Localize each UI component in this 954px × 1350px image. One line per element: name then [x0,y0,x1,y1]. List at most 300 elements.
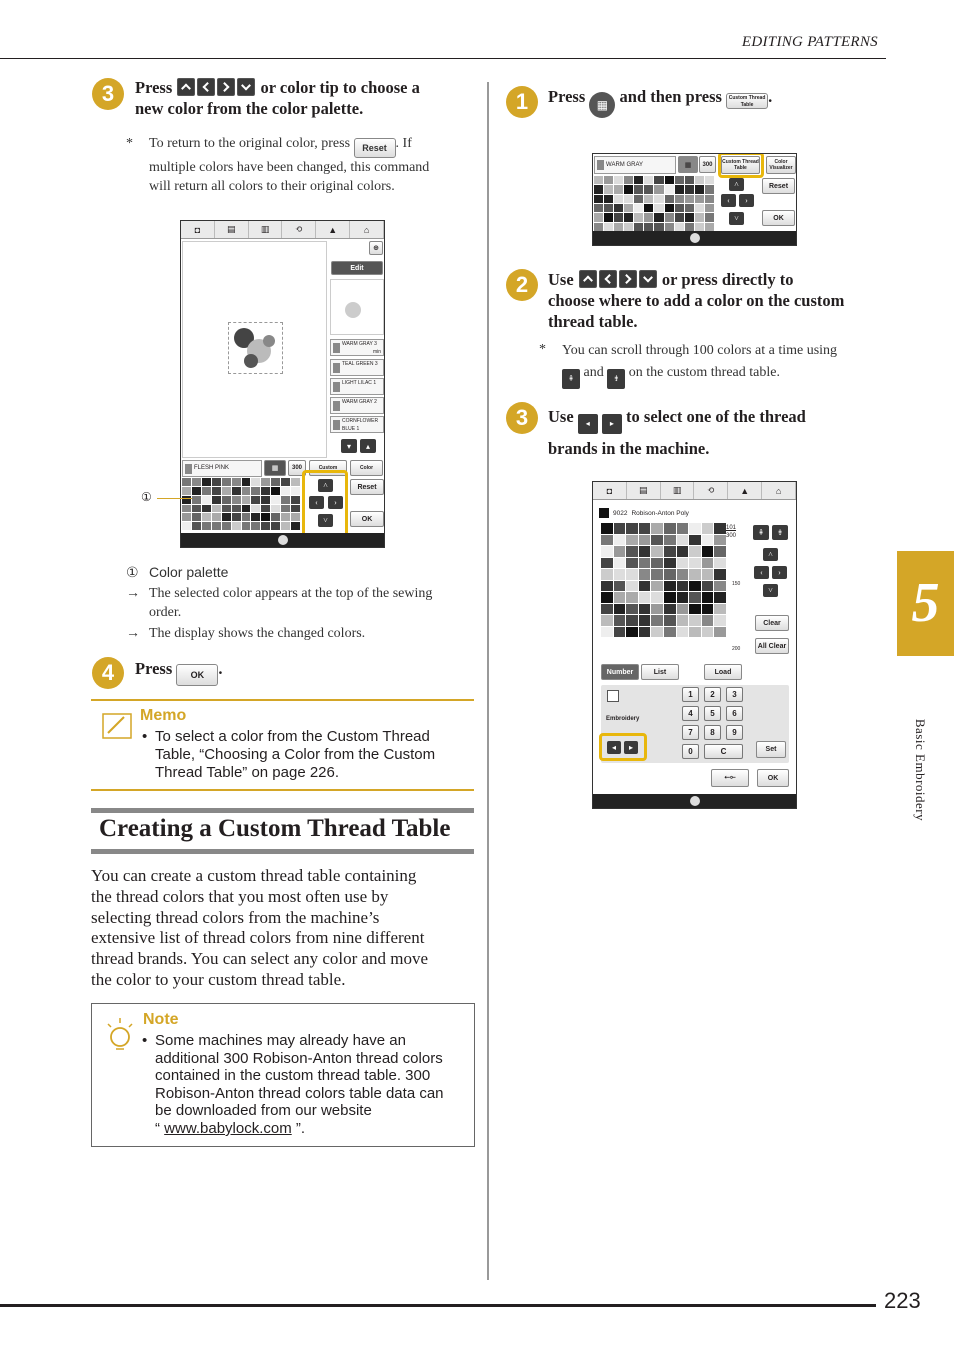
palette-swatch[interactable] [182,522,191,530]
palette-swatch[interactable] [261,513,270,521]
key-2[interactable]: 2 [704,687,721,702]
palette-swatch[interactable] [626,627,638,638]
palette-swatch[interactable] [626,604,638,615]
palette-swatch[interactable] [594,223,603,231]
palette-swatch[interactable] [634,223,643,231]
palette-swatch[interactable] [251,513,260,521]
palette-swatch[interactable] [639,535,651,546]
palette-swatch[interactable] [685,176,694,184]
palette-swatch[interactable] [271,505,280,513]
palette-swatch[interactable] [664,546,676,557]
palette-swatch[interactable] [624,176,633,184]
palette-swatch[interactable] [261,496,270,504]
palette-swatch[interactable] [685,195,694,203]
palette-swatch[interactable] [702,615,714,626]
palette-swatch[interactable] [665,213,674,221]
palette-swatch[interactable] [594,195,603,203]
palette-swatch[interactable] [291,513,300,521]
palette-swatch[interactable] [626,581,638,592]
palette-swatch[interactable] [654,195,663,203]
palette-swatch[interactable] [614,569,626,580]
palette-swatch[interactable] [271,478,280,486]
palette-swatch[interactable] [644,213,653,221]
palette-swatch[interactable] [271,487,280,495]
palette-swatch[interactable] [604,195,613,203]
palette-swatch[interactable] [714,523,726,534]
screen2-custom-table-button[interactable]: Custom Thread Table [721,156,760,174]
edit-button[interactable]: Edit [331,261,383,275]
palette-swatch[interactable] [714,546,726,557]
palette-swatch[interactable] [634,195,643,203]
palette-swatch[interactable] [695,195,704,203]
palette-swatch[interactable] [212,487,221,495]
palette-swatch[interactable] [695,176,704,184]
palette-swatch[interactable] [677,546,689,557]
palette-swatch[interactable] [654,176,663,184]
palette-right-icon[interactable]: › [328,496,343,509]
palette-swatch[interactable] [614,176,623,184]
palette-swatch[interactable] [639,581,651,592]
palette-swatch[interactable] [689,546,701,557]
palette-left-icon[interactable]: ‹ [309,496,324,509]
palette-swatch[interactable] [714,627,726,638]
palette-swatch[interactable] [242,478,251,486]
palette-swatch[interactable] [291,478,300,486]
palette-swatch[interactable] [222,487,231,495]
all-clear-button[interactable]: All Clear [755,638,789,654]
palette-swatch[interactable] [714,615,726,626]
key-8[interactable]: 8 [704,725,721,740]
palette-swatch[interactable] [624,204,633,212]
thread-item-3[interactable] [330,378,384,395]
palette-swatch[interactable] [202,522,211,530]
palette-swatch[interactable] [664,523,676,534]
usb-icon[interactable]: ⭠⟜ [711,769,749,787]
palette-swatch[interactable] [601,581,613,592]
screen3-page-up-icon[interactable]: ⇞ [753,525,769,540]
palette-swatch[interactable] [664,627,676,638]
palette-swatch[interactable] [651,604,663,615]
palette-swatch[interactable] [689,535,701,546]
palette-swatch[interactable] [664,569,676,580]
palette-swatch[interactable] [677,627,689,638]
palette-swatch[interactable] [644,223,653,231]
palette-swatch[interactable] [291,522,300,530]
palette-swatch[interactable] [242,496,251,504]
palette-swatch[interactable] [705,176,714,184]
palette-swatch[interactable] [281,522,290,530]
palette-swatch[interactable] [182,487,191,495]
screen2-up-icon[interactable]: ˄ [729,178,744,191]
palette-swatch[interactable] [677,581,689,592]
thread-item-2[interactable] [330,359,384,376]
palette-swatch[interactable] [182,496,191,504]
palette-swatch[interactable] [242,513,251,521]
palette-swatch[interactable] [594,176,603,184]
palette-swatch[interactable] [705,195,714,203]
palette-swatch[interactable] [702,581,714,592]
palette-swatch[interactable] [689,558,701,569]
palette-swatch[interactable] [604,213,613,221]
palette-swatch[interactable] [675,195,684,203]
palette-swatch[interactable] [212,513,221,521]
screen2-reset-button[interactable]: Reset [762,178,795,194]
palette-swatch[interactable] [639,523,651,534]
palette-swatch[interactable] [202,478,211,486]
palette-swatch[interactable] [644,195,653,203]
palette-swatch[interactable] [281,505,290,513]
palette-swatch[interactable] [251,487,260,495]
palette-swatch[interactable] [685,185,694,193]
palette-swatch[interactable] [651,523,663,534]
palette-swatch[interactable] [644,176,653,184]
tab-number[interactable]: Number [601,664,639,680]
palette-swatch[interactable] [232,487,241,495]
palette-swatch[interactable] [651,535,663,546]
palette-swatch[interactable] [614,615,626,626]
palette-swatch[interactable] [634,204,643,212]
palette-swatch[interactable] [685,223,694,231]
palette-swatch[interactable] [232,478,241,486]
palette-swatch[interactable] [702,523,714,534]
palette-swatch[interactable] [654,204,663,212]
palette-swatch[interactable] [614,213,623,221]
palette-swatch[interactable] [601,615,613,626]
palette-swatch[interactable] [714,569,726,580]
scroll-down-icon[interactable]: ▾ [341,439,357,453]
palette-swatch[interactable] [695,204,704,212]
palette-swatch[interactable] [714,604,726,615]
palette-swatch[interactable] [664,581,676,592]
website-link[interactable]: www.babylock.com [164,1119,292,1137]
palette-swatch[interactable] [639,592,651,603]
palette-swatch[interactable] [281,513,290,521]
palette-swatch[interactable] [271,513,280,521]
palette-swatch[interactable] [614,558,626,569]
palette-swatch[interactable] [291,496,300,504]
palette-swatch[interactable] [222,522,231,530]
palette-swatch[interactable] [665,223,674,231]
palette-swatch[interactable] [614,195,623,203]
palette-swatch[interactable] [695,185,704,193]
palette-swatch[interactable] [604,223,613,231]
palette-swatch[interactable] [614,592,626,603]
palette-swatch[interactable] [677,615,689,626]
palette-swatch[interactable] [702,546,714,557]
palette-swatch[interactable] [639,569,651,580]
palette-swatch[interactable] [651,581,663,592]
palette-swatch[interactable] [651,569,663,580]
palette-swatch[interactable] [594,204,603,212]
key-1[interactable]: 1 [682,687,699,702]
screen3-left-icon[interactable]: ‹ [754,566,769,579]
palette-swatch[interactable] [626,592,638,603]
palette-swatch[interactable] [601,523,613,534]
screen2-number-label[interactable]: 300 [699,156,716,173]
palette-swatch[interactable] [626,615,638,626]
palette-swatch[interactable] [242,522,251,530]
palette-swatch[interactable] [685,213,694,221]
palette-swatch[interactable] [626,546,638,557]
palette-swatch[interactable] [639,558,651,569]
palette-swatch[interactable] [192,505,201,513]
palette-swatch[interactable] [614,535,626,546]
palette-swatch[interactable] [594,185,603,193]
palette-swatch[interactable] [675,223,684,231]
palette-swatch[interactable] [271,496,280,504]
palette-swatch[interactable] [261,478,270,486]
screen3-right-icon[interactable]: › [772,566,787,579]
palette-swatch[interactable] [601,592,613,603]
palette-swatch[interactable] [705,223,714,231]
zoom-icon[interactable]: ⊕ [369,241,383,255]
palette-swatch[interactable] [202,496,211,504]
palette-swatch[interactable] [714,581,726,592]
custom-thread-table[interactable] [601,523,726,637]
palette-swatch[interactable] [689,523,701,534]
palette-swatch[interactable] [685,204,694,212]
palette-swatch[interactable] [624,213,633,221]
palette-swatch[interactable] [665,204,674,212]
palette-swatch[interactable] [232,522,241,530]
palette-swatch[interactable] [626,523,638,534]
palette-swatch[interactable] [714,592,726,603]
palette-swatch[interactable] [705,213,714,221]
palette-swatch[interactable] [614,627,626,638]
palette-swatch[interactable] [614,581,626,592]
key-3[interactable]: 3 [726,687,743,702]
palette-swatch[interactable] [601,546,613,557]
palette-swatch[interactable] [212,496,221,504]
palette-swatch[interactable] [665,195,674,203]
palette-up-icon[interactable]: ˄ [318,479,333,492]
palette-swatch[interactable] [651,615,663,626]
palette-swatch[interactable] [634,176,643,184]
palette-swatch[interactable] [604,204,613,212]
palette-swatch[interactable] [594,213,603,221]
palette-swatch[interactable] [222,478,231,486]
palette-swatch[interactable] [222,505,231,513]
palette-down-icon[interactable]: ˅ [318,514,333,527]
palette-swatch[interactable] [251,496,260,504]
palette-swatch[interactable] [624,223,633,231]
color-palette[interactable] [182,478,300,530]
palette-swatch[interactable] [639,615,651,626]
palette-swatch[interactable] [614,204,623,212]
screen2-brand-icon[interactable]: ▦ [678,156,698,173]
palette-swatch[interactable] [251,478,260,486]
palette-swatch[interactable] [705,185,714,193]
palette-swatch[interactable] [614,523,626,534]
palette-swatch[interactable] [261,487,270,495]
palette-swatch[interactable] [664,615,676,626]
number-300-label[interactable]: 300 [288,460,306,476]
palette-swatch[interactable] [677,569,689,580]
palette-swatch[interactable] [192,478,201,486]
palette-swatch[interactable] [192,487,201,495]
palette-swatch[interactable] [202,505,211,513]
palette-swatch[interactable] [251,522,260,530]
palette-swatch[interactable] [202,487,211,495]
palette-swatch[interactable] [614,185,623,193]
palette-swatch[interactable] [624,185,633,193]
palette-swatch[interactable] [689,592,701,603]
palette-swatch[interactable] [702,592,714,603]
palette-swatch[interactable] [291,505,300,513]
screen1-reset-button[interactable]: Reset [350,479,384,495]
palette-swatch[interactable] [626,558,638,569]
key-5[interactable]: 5 [704,706,721,721]
palette-swatch[interactable] [702,604,714,615]
palette-swatch[interactable] [222,496,231,504]
palette-swatch[interactable] [614,223,623,231]
palette-swatch[interactable] [654,223,663,231]
screen2-down-icon[interactable]: ˅ [729,212,744,225]
palette-swatch[interactable] [281,478,290,486]
palette-swatch[interactable] [639,546,651,557]
palette-swatch[interactable] [242,505,251,513]
palette-swatch[interactable] [251,505,260,513]
key-7[interactable]: 7 [682,725,699,740]
load-button[interactable]: Load [704,664,742,680]
palette-swatch[interactable] [601,627,613,638]
palette-swatch[interactable] [675,204,684,212]
palette-swatch[interactable] [651,627,663,638]
palette-swatch[interactable] [232,505,241,513]
palette-swatch[interactable] [291,487,300,495]
palette-swatch[interactable] [604,185,613,193]
brand-prev-icon[interactable]: ◂ [607,741,621,754]
palette-swatch[interactable] [261,522,270,530]
key-0[interactable]: 0 [682,744,699,759]
palette-swatch[interactable] [664,535,676,546]
thread-item-1[interactable] [330,339,384,356]
palette-swatch[interactable] [702,558,714,569]
palette-swatch[interactable] [675,213,684,221]
palette-swatch[interactable] [651,592,663,603]
palette-swatch[interactable] [624,195,633,203]
palette-swatch[interactable] [689,569,701,580]
palette-swatch[interactable] [675,176,684,184]
key-c[interactable]: C [704,744,743,759]
scroll-up-icon[interactable]: ▴ [360,439,376,453]
screen3-page-down-icon[interactable]: ⇟ [772,525,788,540]
palette-swatch[interactable] [702,627,714,638]
palette-swatch[interactable] [689,615,701,626]
palette-swatch[interactable] [664,558,676,569]
palette-swatch[interactable] [702,535,714,546]
screen3-down-icon[interactable]: ˅ [763,584,778,597]
palette-swatch[interactable] [281,487,290,495]
brand-icon[interactable]: ▦ [264,460,286,476]
color-visualizer-button[interactable]: Color [350,460,383,476]
palette-swatch[interactable] [182,478,191,486]
thread-item-4[interactable] [330,397,384,414]
palette-swatch[interactable] [675,185,684,193]
palette-swatch[interactable] [212,522,221,530]
palette-swatch[interactable] [639,604,651,615]
thread-item-5[interactable] [330,416,384,433]
palette-swatch[interactable] [651,546,663,557]
palette-swatch[interactable] [634,185,643,193]
palette-swatch[interactable] [182,505,191,513]
palette-swatch[interactable] [654,185,663,193]
palette-swatch[interactable] [651,558,663,569]
palette-swatch[interactable] [222,513,231,521]
palette-swatch[interactable] [232,513,241,521]
palette-swatch[interactable] [695,223,704,231]
key-4[interactable]: 4 [682,706,699,721]
palette-swatch[interactable] [182,513,191,521]
palette-swatch[interactable] [192,522,201,530]
palette-swatch[interactable] [232,496,241,504]
palette-swatch[interactable] [689,627,701,638]
key-9[interactable]: 9 [726,725,743,740]
palette-swatch[interactable] [705,204,714,212]
palette-swatch[interactable] [601,569,613,580]
palette-swatch[interactable] [689,604,701,615]
palette-swatch[interactable] [677,558,689,569]
screen2-color-visualizer[interactable]: Color Visualizer [766,156,796,174]
palette-swatch[interactable] [192,513,201,521]
palette-swatch[interactable] [261,505,270,513]
screen2-ok-button[interactable]: OK [762,210,795,226]
custom-button[interactable]: Custom [309,460,347,476]
palette-swatch[interactable] [677,523,689,534]
palette-swatch[interactable] [601,558,613,569]
palette-swatch[interactable] [601,604,613,615]
palette-swatch[interactable] [644,185,653,193]
key-6[interactable]: 6 [726,706,743,721]
palette-swatch[interactable] [664,592,676,603]
palette-swatch[interactable] [639,627,651,638]
tab-list[interactable]: List [641,664,679,680]
set-button[interactable]: Set [756,741,786,758]
clear-button[interactable]: Clear [755,615,789,631]
palette-swatch[interactable] [271,522,280,530]
palette-swatch[interactable] [654,213,663,221]
palette-swatch[interactable] [626,535,638,546]
palette-swatch[interactable] [242,487,251,495]
palette-swatch[interactable] [604,176,613,184]
palette-swatch[interactable] [677,604,689,615]
palette-swatch[interactable] [281,496,290,504]
screen2-left-icon[interactable]: ‹ [721,194,736,207]
palette-swatch[interactable] [634,213,643,221]
palette-swatch[interactable] [212,505,221,513]
palette-swatch[interactable] [626,569,638,580]
palette-swatch[interactable] [202,513,211,521]
palette-swatch[interactable] [714,535,726,546]
palette-swatch[interactable] [664,604,676,615]
palette-swatch[interactable] [665,176,674,184]
palette-swatch[interactable] [192,496,201,504]
palette-swatch[interactable] [644,204,653,212]
screen2-right-icon[interactable]: › [739,194,754,207]
screen3-up-icon[interactable]: ˄ [763,548,778,561]
brand-next-icon[interactable]: ▸ [624,741,638,754]
palette-swatch[interactable] [689,581,701,592]
screen3-ok-button[interactable]: OK [757,769,789,787]
screen2-palette[interactable] [594,176,714,231]
palette-swatch[interactable] [614,604,626,615]
screen1-ok-button[interactable]: OK [350,511,384,527]
palette-swatch[interactable] [714,558,726,569]
palette-swatch[interactable] [677,592,689,603]
palette-swatch[interactable] [702,569,714,580]
palette-swatch[interactable] [614,546,626,557]
palette-swatch[interactable] [601,535,613,546]
